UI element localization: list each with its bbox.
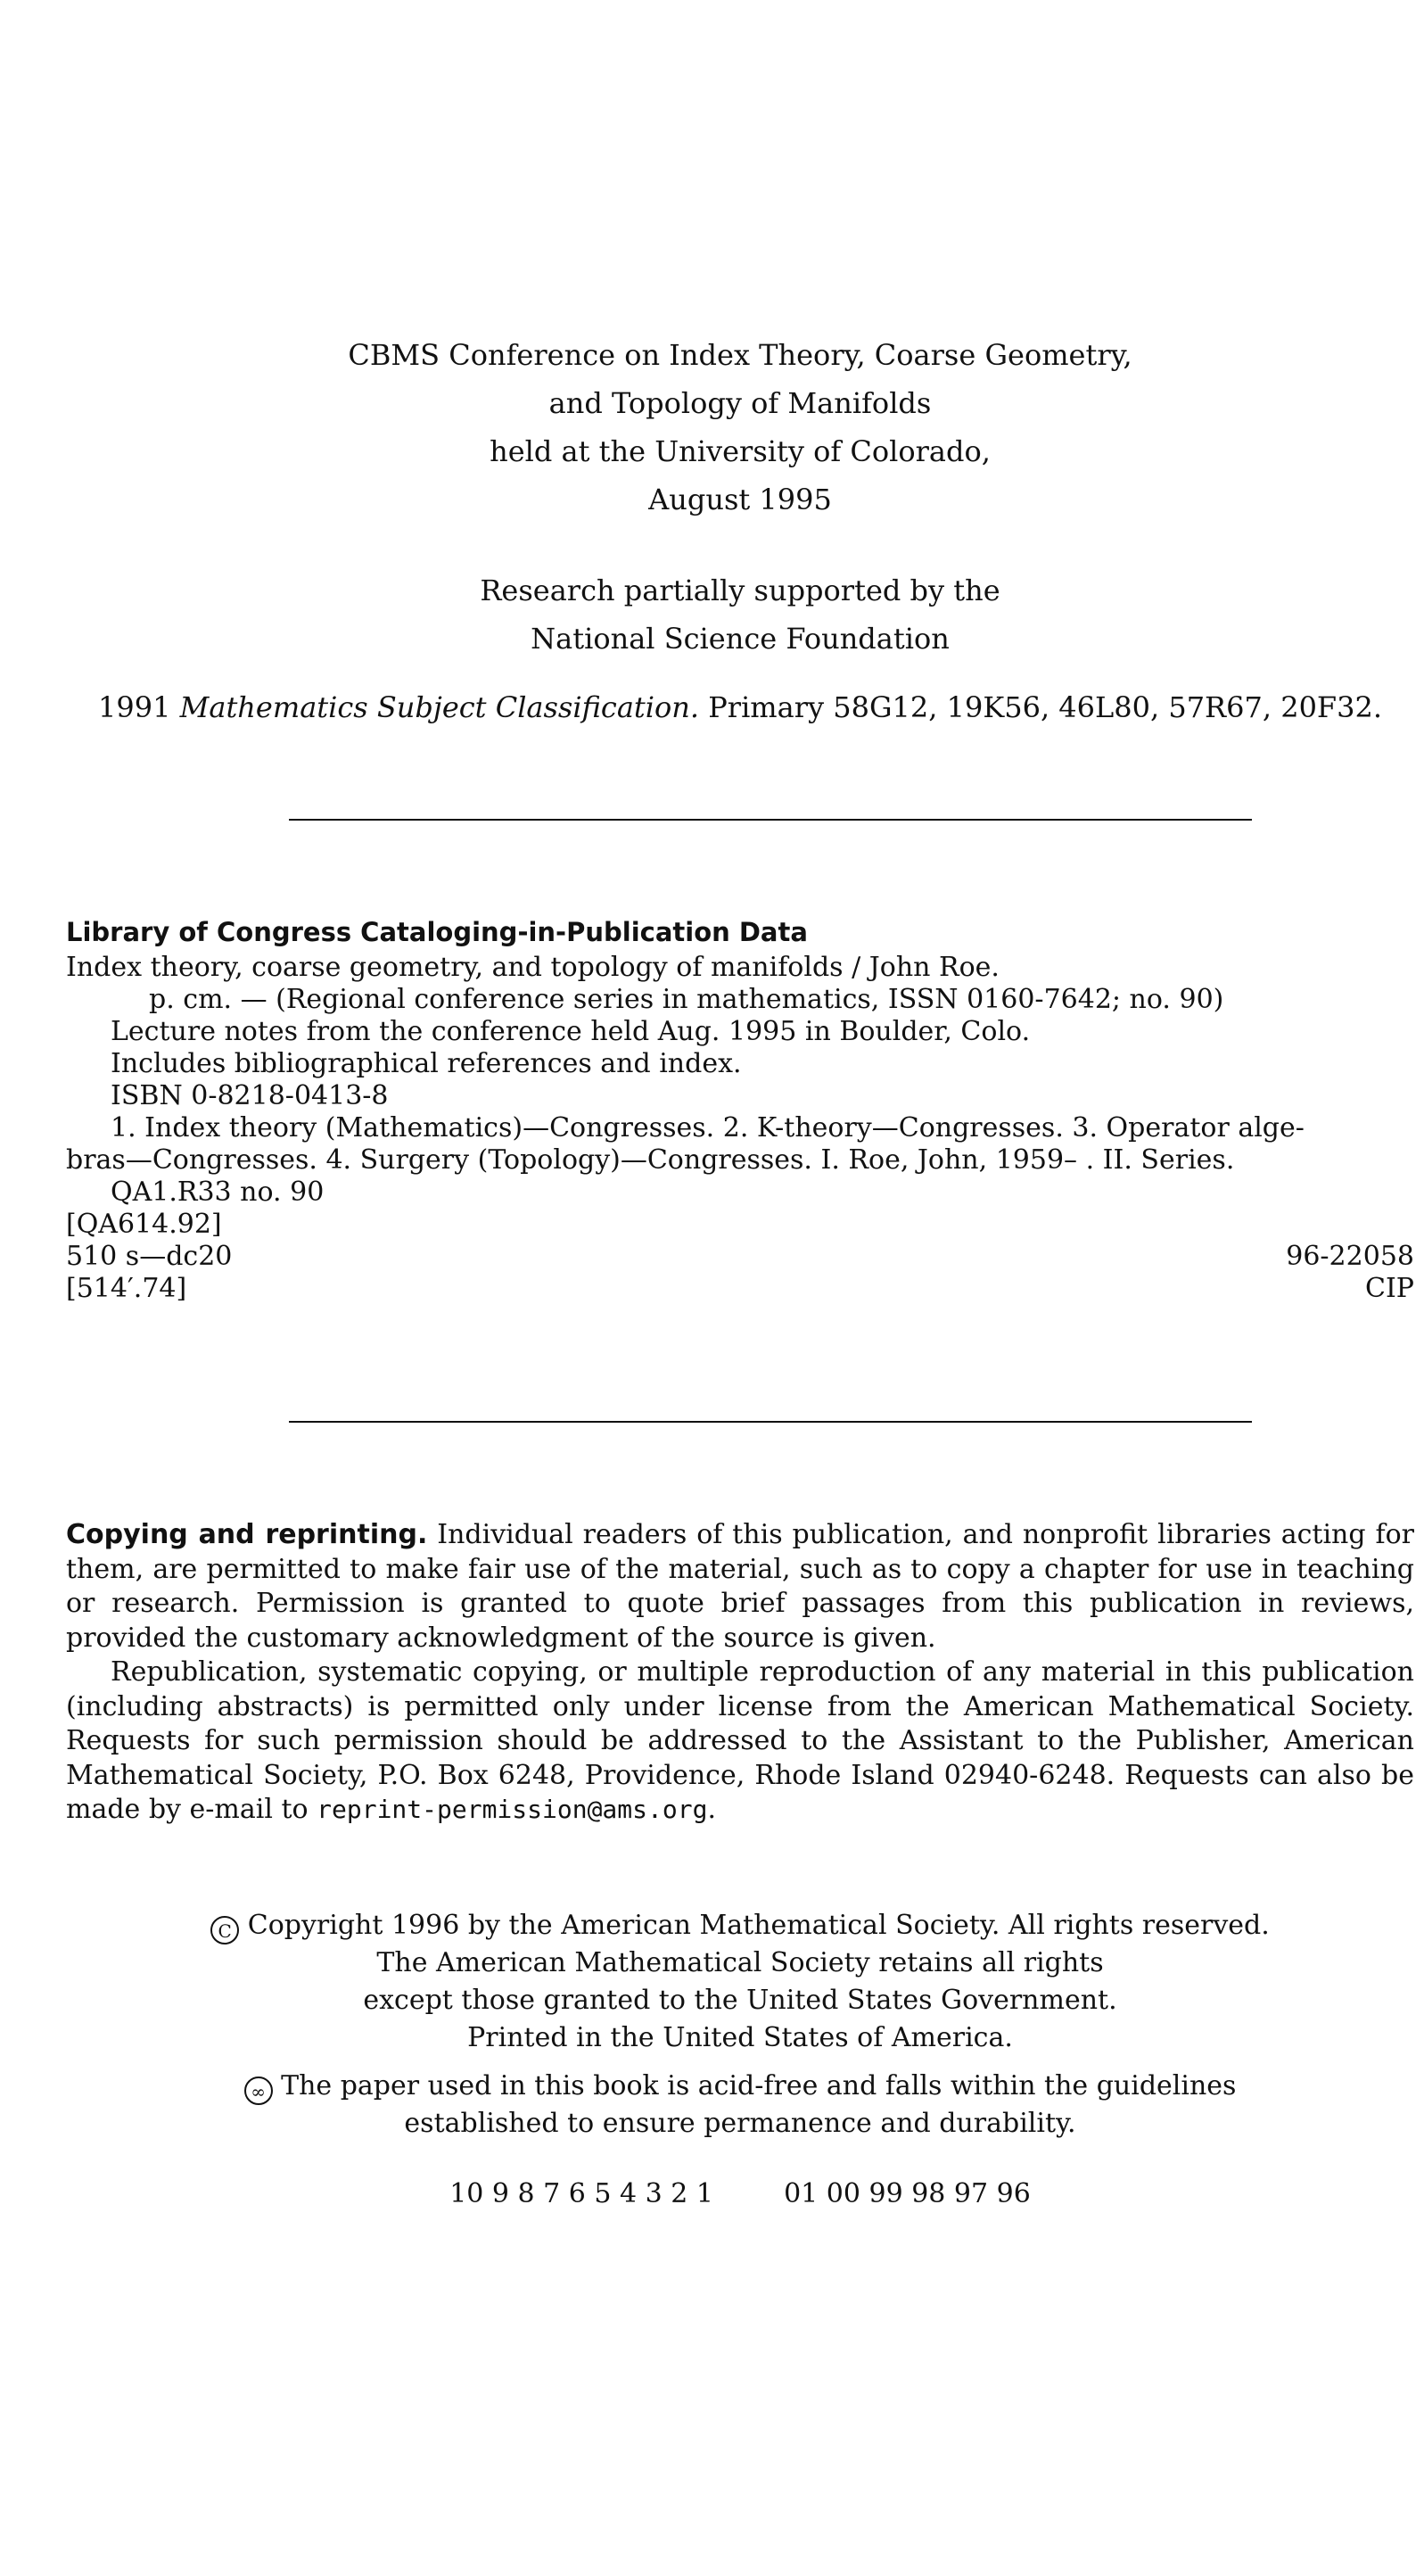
support-line: Research partially supported by the (480, 574, 1000, 607)
printing-line (66, 2178, 1414, 2210)
conference-line: and Topology of Manifolds (548, 386, 932, 420)
copying-paragraph: Republication, systematic copying, or multiple reproduction of any material in this publication (including abstracts) is permitted only under license from the American Mathematical Society. Requests for such permission should be addressed to the Assistant to the Publisher, American Mathematical Society, P.O. Box 6248, Providence, Rhode Island 02940-6248. Requests can also be made by e-mail to (66, 1656, 1414, 1825)
conference-block (66, 331, 1414, 524)
printing-years: 01 00 99 98 97 96 (784, 2178, 1031, 2209)
cip-series: p. cm. — (Regional conference series in mathematics, ISSN 0160-7642; no. 90) (149, 984, 1224, 1015)
cip-dewey: [514′.74] (66, 1273, 187, 1304)
copying-block: Copying and reprinting. Individual readers of this publication, and nonprofit libraries acting for them, are permitted to make fair use of the material, such as to copy a chapter for use in teaching or research. Permission is granted to quote brief passages from this publication in reviews, provided the customary acknowledgment of the source is given. Republication, systematic copying, or multiple reproduction of any material in this publication (including abstracts) is permitted only under license from the American Mathematical Society. Requests for such permission should be addressed to the Assistant to the Publisher, American Mathematical Society, P.O. Box 6248, Providence, Rhode Island 02940-6248. Requests can also be made by e-mail to reprint-permission@ams.org. (66, 1519, 1414, 1825)
copying-heading: Copying and reprinting. (66, 1519, 428, 1550)
copyright-line: C Copyright 1996 by the American Mathematical Society. All rights reserved. (66, 1907, 1414, 1944)
cip-block (66, 914, 1414, 1305)
cip-heading: Library of Congress Cataloging-in-Publication Data (66, 917, 808, 947)
cip-title: Index theory, coarse geometry, and topology of manifolds / John Roe. (66, 952, 1000, 983)
divider-rule (289, 1421, 1252, 1423)
cip-biblio: Includes bibliographical references and index. (111, 1048, 742, 1079)
cip-row (66, 1273, 1414, 1305)
paper-block (66, 2068, 1414, 2143)
support-block (66, 566, 1414, 663)
cip-notes: Lecture notes from the conference held Aug. 1995 in Boulder, Colo. (111, 1016, 1031, 1047)
conference-line: CBMS Conference on Index Theory, Coarse Geometry, (348, 338, 1132, 372)
divider-rule (289, 819, 1252, 821)
copyright-line: Printed in the United States of America. (467, 2022, 1013, 2053)
support-line: National Science Foundation (531, 622, 950, 656)
conference-line: August 1995 (648, 483, 832, 516)
cip-isbn: ISBN 0-8218-0413-8 (111, 1080, 389, 1111)
printing-numbers: 10 9 8 7 6 5 4 3 2 1 (449, 2178, 713, 2209)
copying-paragraph: Individual readers of this publication, and nonprofit libraries acting for them, are permitted to make fair use of the material, such as to copy a chapter for use in teaching or research. Permission is granted to quote brief passages from this publication in reviews, provided the customary acknowledgment of the source is given. (66, 1519, 1414, 1654)
cip-subjects: 1. Index theory (Mathematics)—Congresses. 2. K-theory—Congresses. 3. Operator alge- (111, 1112, 1305, 1144)
copyright-line: except those granted to the United States Government. (363, 1985, 1117, 2016)
conference-line: held at the University of Colorado, (490, 434, 991, 468)
cip-call-number: [QA614.92] (66, 1209, 222, 1240)
cip-lccn: 96-22058 (1286, 1241, 1414, 1272)
msc-primary: Primary 58G12, 19K56, 46L80, 57R67, 20F32. (708, 690, 1383, 724)
paper-line: established to ensure permanence and durability. (404, 2108, 1076, 2139)
copyright-block (66, 1907, 1414, 2057)
cip-dewey: 510 s—dc20 (66, 1241, 233, 1272)
cip-row (66, 1241, 1414, 1273)
msc-line (66, 683, 1414, 731)
infinity-paper-icon: ∞ (244, 2076, 273, 2105)
permission-email[interactable]: reprint-permission@ams.org (317, 1795, 708, 1824)
cip-label: CIP (1365, 1273, 1414, 1304)
msc-label: Mathematics Subject Classification. (179, 690, 700, 724)
copyright-line: The American Mathematical Society retains all rights (376, 1947, 1104, 1978)
cip-subjects: bras—Congresses. 4. Surgery (Topology)—Congresses. I. Roe, John, 1959– . II. Series. (66, 1144, 1235, 1176)
msc-year: 1991 (97, 690, 171, 724)
copyright-icon: C (210, 1916, 239, 1944)
cip-call-number: QA1.R33 no. 90 (111, 1177, 325, 1208)
paper-line: ∞ The paper used in this book is acid-free and falls within the guidelines (66, 2068, 1414, 2105)
